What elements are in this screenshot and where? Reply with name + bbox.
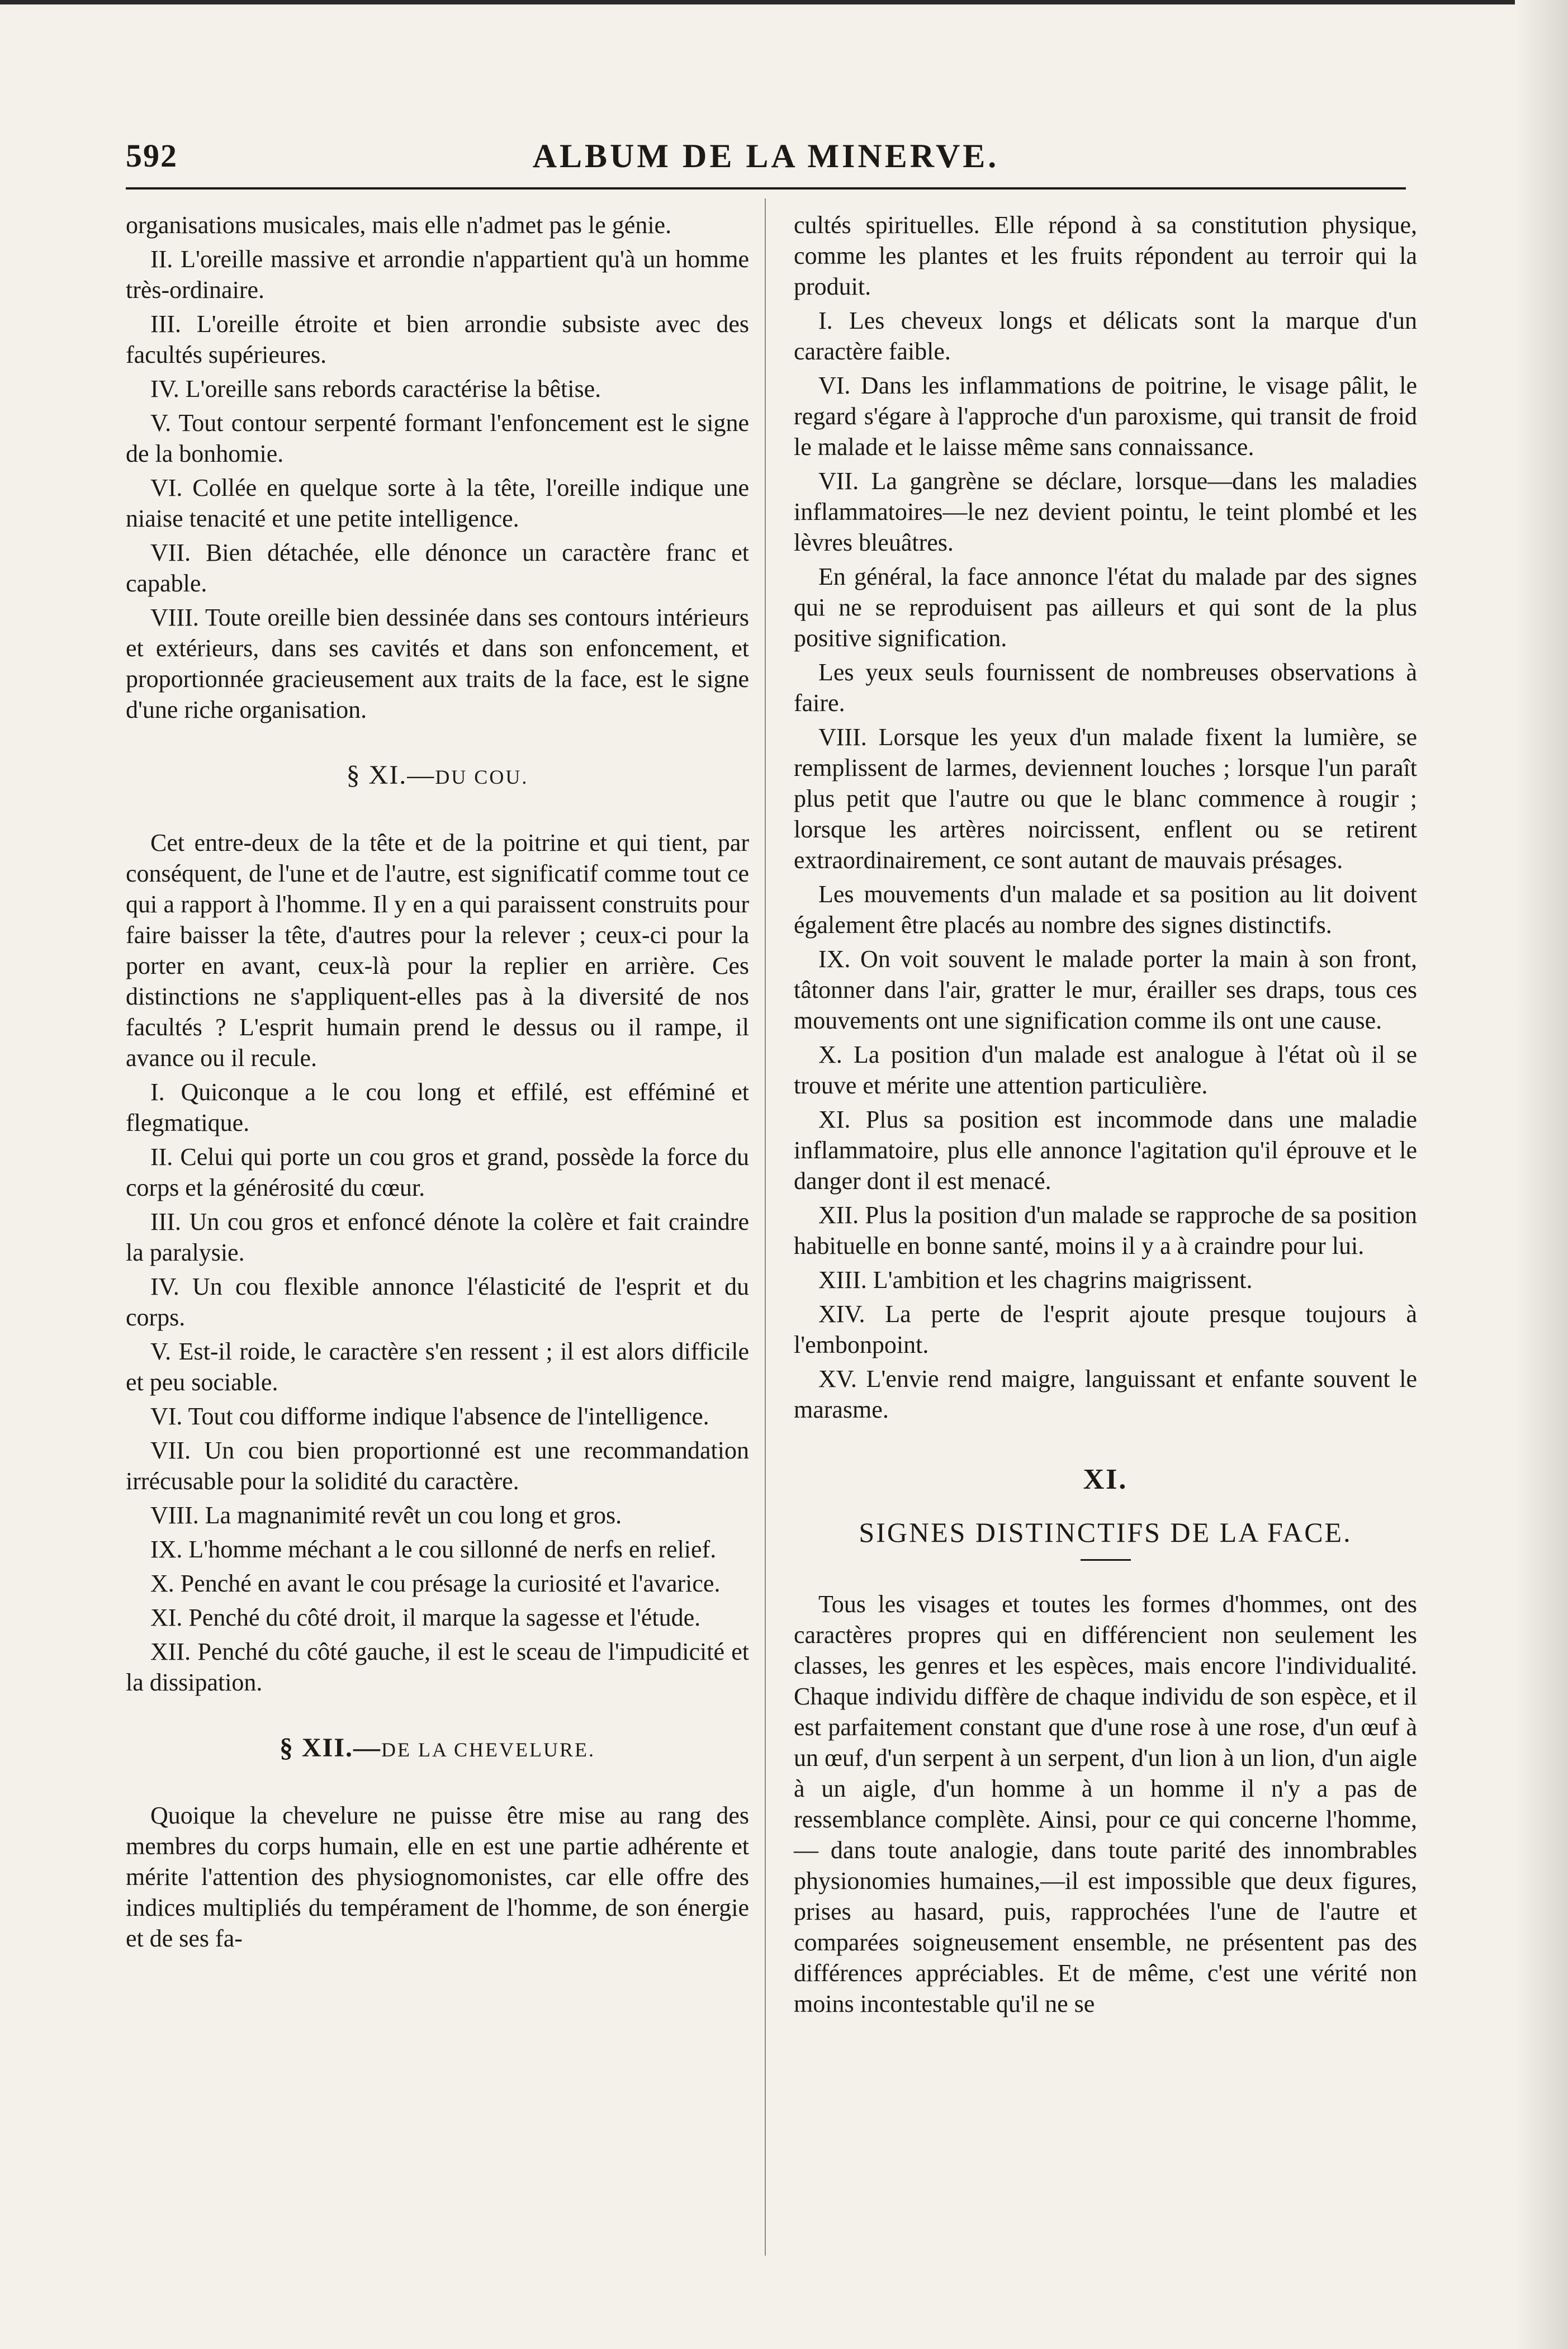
chapter-number: XI. <box>1083 1464 1128 1495</box>
paragraph: III. Un cou gros et enfoncé dénote la colère et fait craindre la paralysie. <box>126 1208 749 1266</box>
paragraph: XI. Plus sa position est incommode dans une maladie inflammatoire, plus elle annonce l'agitation qu'il éprouve et le danger dont il est menacé. <box>794 1106 1417 1195</box>
paragraph: VIII. La magnanimité revêt un cou long et gros. <box>150 1502 622 1529</box>
paragraph: VI. Tout cou difforme indique l'absence de l'intelligence. <box>150 1403 709 1430</box>
scan-top-edge <box>0 0 1568 4</box>
section-title: DE LA CHEVELURE. <box>381 1739 595 1761</box>
section-heading-hair <box>126 1732 749 1765</box>
section-title: DU COU. <box>435 766 529 788</box>
paragraph: I. Les cheveux longs et délicats sont la marque d'un caractère faible. <box>794 307 1417 365</box>
paragraph: organisations musicales, mais elle n'admet pas le génie. <box>126 211 672 239</box>
paragraph: Tous les visages et toutes les formes d'hommes, ont des caractères propres qui en différencient non seulement les classes, les genres et les espèces, mais encore l'individualité. Chaque individu diffère de chaque individu de son espèce, et il est parfaitement constant que d'une rose à une rose, d'un œuf à un œuf, d'un serpent à un serpent, d'un lion à un lion, d'un aigle à un aigle, d'un homme à un homme il n'y a pas de ressemblance complète. Ainsi, pour ce qui concerne l'homme, — dans toute analogie, dans toute parité des innombrables physionomies humaines,—il est impossible que deux figures, prises au hasard, puis, rapprochées l'une de l'autre et comparées soigneusement ensemble, ne présentent pas des différences appréciables. Et de même, c'est une vérité non moins incontestable qu'il ne se <box>794 1590 1417 2018</box>
paragraph: VII. La gangrène se déclare, lorsque—dans les maladies inflammatoires—le nez devient pointu, le teint plombé et les lèvres bleuâtres. <box>794 467 1417 556</box>
paragraph: XV. L'envie rend maigre, languissant et enfante souvent le marasme. <box>794 1365 1417 1423</box>
paragraph: Cet entre-deux de la tête et de la poitrine et qui tient, par conséquent, de l'une et de l'autre, est significatif comme tout ce qui a rapport à l'homme. Il y en a qui paraissent construits pour faire baisser la tête, d'autres pour la relever ; ceux-ci pour la porter en avant, ceux-là pour la replier en arrière. Ces distinctions ne s'appliquent-elles pas à la diversité de nos facultés ? L'esprit humain prend le dessus ou il rampe, il avance ou il recule. <box>126 829 749 1072</box>
paragraph: VI. Collée en quelque sorte à la tête, l'oreille indique une niaise tenacité et une petite intelligence. <box>126 474 749 532</box>
paragraph: X. La position d'un malade est analogue à l'état où il se trouve et mérite une attention particulière. <box>794 1041 1417 1099</box>
paragraph: IV. L'oreille sans rebords caractérise la bêtise. <box>150 375 601 402</box>
paragraph: En général, la face annonce l'état du malade par des signes qui ne se reproduisent pas ailleurs et qui sont de la plus positive signification. <box>794 563 1417 652</box>
paragraph: IX. On voit souvent le malade porter la main à son front, tâtonner dans l'air, gratter le mur, érailler ses draps, tous ces mouvements ont une signification comme ils ont une cause. <box>794 945 1417 1034</box>
running-title: ALBUM DE LA MINERVE. <box>532 138 999 174</box>
section-number: § XI.— <box>346 760 435 790</box>
paragraph: cultés spirituelles. Elle répond à sa constitution physique, comme les plantes et les fruits répondent au terroir qui la produit. <box>794 211 1417 300</box>
paragraph: III. L'oreille étroite et bien arrondie subsiste avec des facultés supérieures. <box>126 310 749 368</box>
paragraph: I. Quiconque a le cou long et effilé, est efféminé et flegmatique. <box>126 1078 749 1136</box>
paragraph: XI. Penché du côté droit, il marque la sagesse et l'étude. <box>150 1604 701 1631</box>
paragraph: VIII. Toute oreille bien dessinée dans ses contours intérieurs et extérieurs, dans ses cavités et dans son enfoncement, et proportionnée gracieusement aux traits de la face, est le signe d'une riche organisation. <box>126 604 749 723</box>
paragraph: V. Est-il roide, le caractère s'en ressent ; il est alors difficile et peu sociable. <box>126 1338 749 1396</box>
paragraph: X. Penché en avant le cou présage la curiosité et l'avarice. <box>150 1570 721 1597</box>
section-number: § XII.— <box>280 1733 382 1763</box>
paragraph: Quoique la chevelure ne puisse être mise au rang des membres du corps humain, elle en est une partie adhérente et mérite l'attention des physiognomonistes, car elle offre des indices multipliés du tempérament de l'homme, de son énergie et de ses fa- <box>126 1802 749 1952</box>
column-divider <box>765 198 766 2256</box>
paragraph: IV. Un cou flexible annonce l'élasticité de l'esprit et du corps. <box>126 1273 749 1331</box>
paragraph: XII. Plus la position d'un malade se rapproche de sa position habituelle en bonne santé, moins il y a à craindre pour lui. <box>794 1201 1417 1259</box>
right-column <box>794 210 1417 2023</box>
paragraph: II. Celui qui porte un cou gros et grand, possède la force du corps et la générosité du cœur. <box>126 1143 749 1201</box>
chapter-title: SIGNES DISTINCTIFS DE LA FACE. <box>859 1517 1352 1548</box>
paragraph: Les mouvements d'un malade et sa position au lit doivent également être placés au nombre des signes distinctifs. <box>794 880 1417 939</box>
paragraph: XII. Penché du côté gauche, il est le sceau de l'impudicité et la dissipation. <box>126 1638 749 1696</box>
paragraph: IX. L'homme méchant a le cou sillonné de nerfs en relief. <box>150 1536 717 1563</box>
header-rule <box>126 187 1406 190</box>
paragraph: II. L'oreille massive et arrondie n'appartient qu'à un homme très-ordinaire. <box>126 245 749 304</box>
paragraph: VII. Bien détachée, elle dénonce un caractère franc et capable. <box>126 539 749 597</box>
left-column <box>126 210 749 1957</box>
paragraph: VII. Un cou bien proportionné est une recommandation irrécusable pour la solidité du caractère. <box>126 1437 749 1495</box>
paragraph: VIII. Lorsque les yeux d'un malade fixent la lumière, se remplissent de larmes, deviennent louches ; lorsque l'un paraît plus petit que l'autre ou que le blanc commence à rougir ; lorsque les artères noircissent, enflent ou se retirent extraordinairement, ce sont autant de mauvais présages. <box>794 723 1417 874</box>
chapter-rule <box>1081 1559 1131 1561</box>
page-header <box>126 131 1406 187</box>
page-number: 592 <box>126 138 178 174</box>
paragraph: Les yeux seuls fournissent de nombreuses observations à faire. <box>794 659 1417 717</box>
paragraph: XIV. La perte de l'esprit ajoute presque toujours à l'embonpoint. <box>794 1300 1417 1358</box>
paragraph: VI. Dans les inflammations de poitrine, le visage pâlit, le regard s'égare à l'approche d'un paroxisme, qui transit de froid le malade et le laisse même sans connaissance. <box>794 372 1417 461</box>
paragraph: V. Tout contour serpenté formant l'enfoncement est le signe de la bonhomie. <box>126 409 749 467</box>
section-heading-neck <box>126 760 749 793</box>
scan-right-edge <box>1515 0 1568 2349</box>
paragraph: XIII. L'ambition et les chagrins maigrissent. <box>818 1266 1253 1294</box>
